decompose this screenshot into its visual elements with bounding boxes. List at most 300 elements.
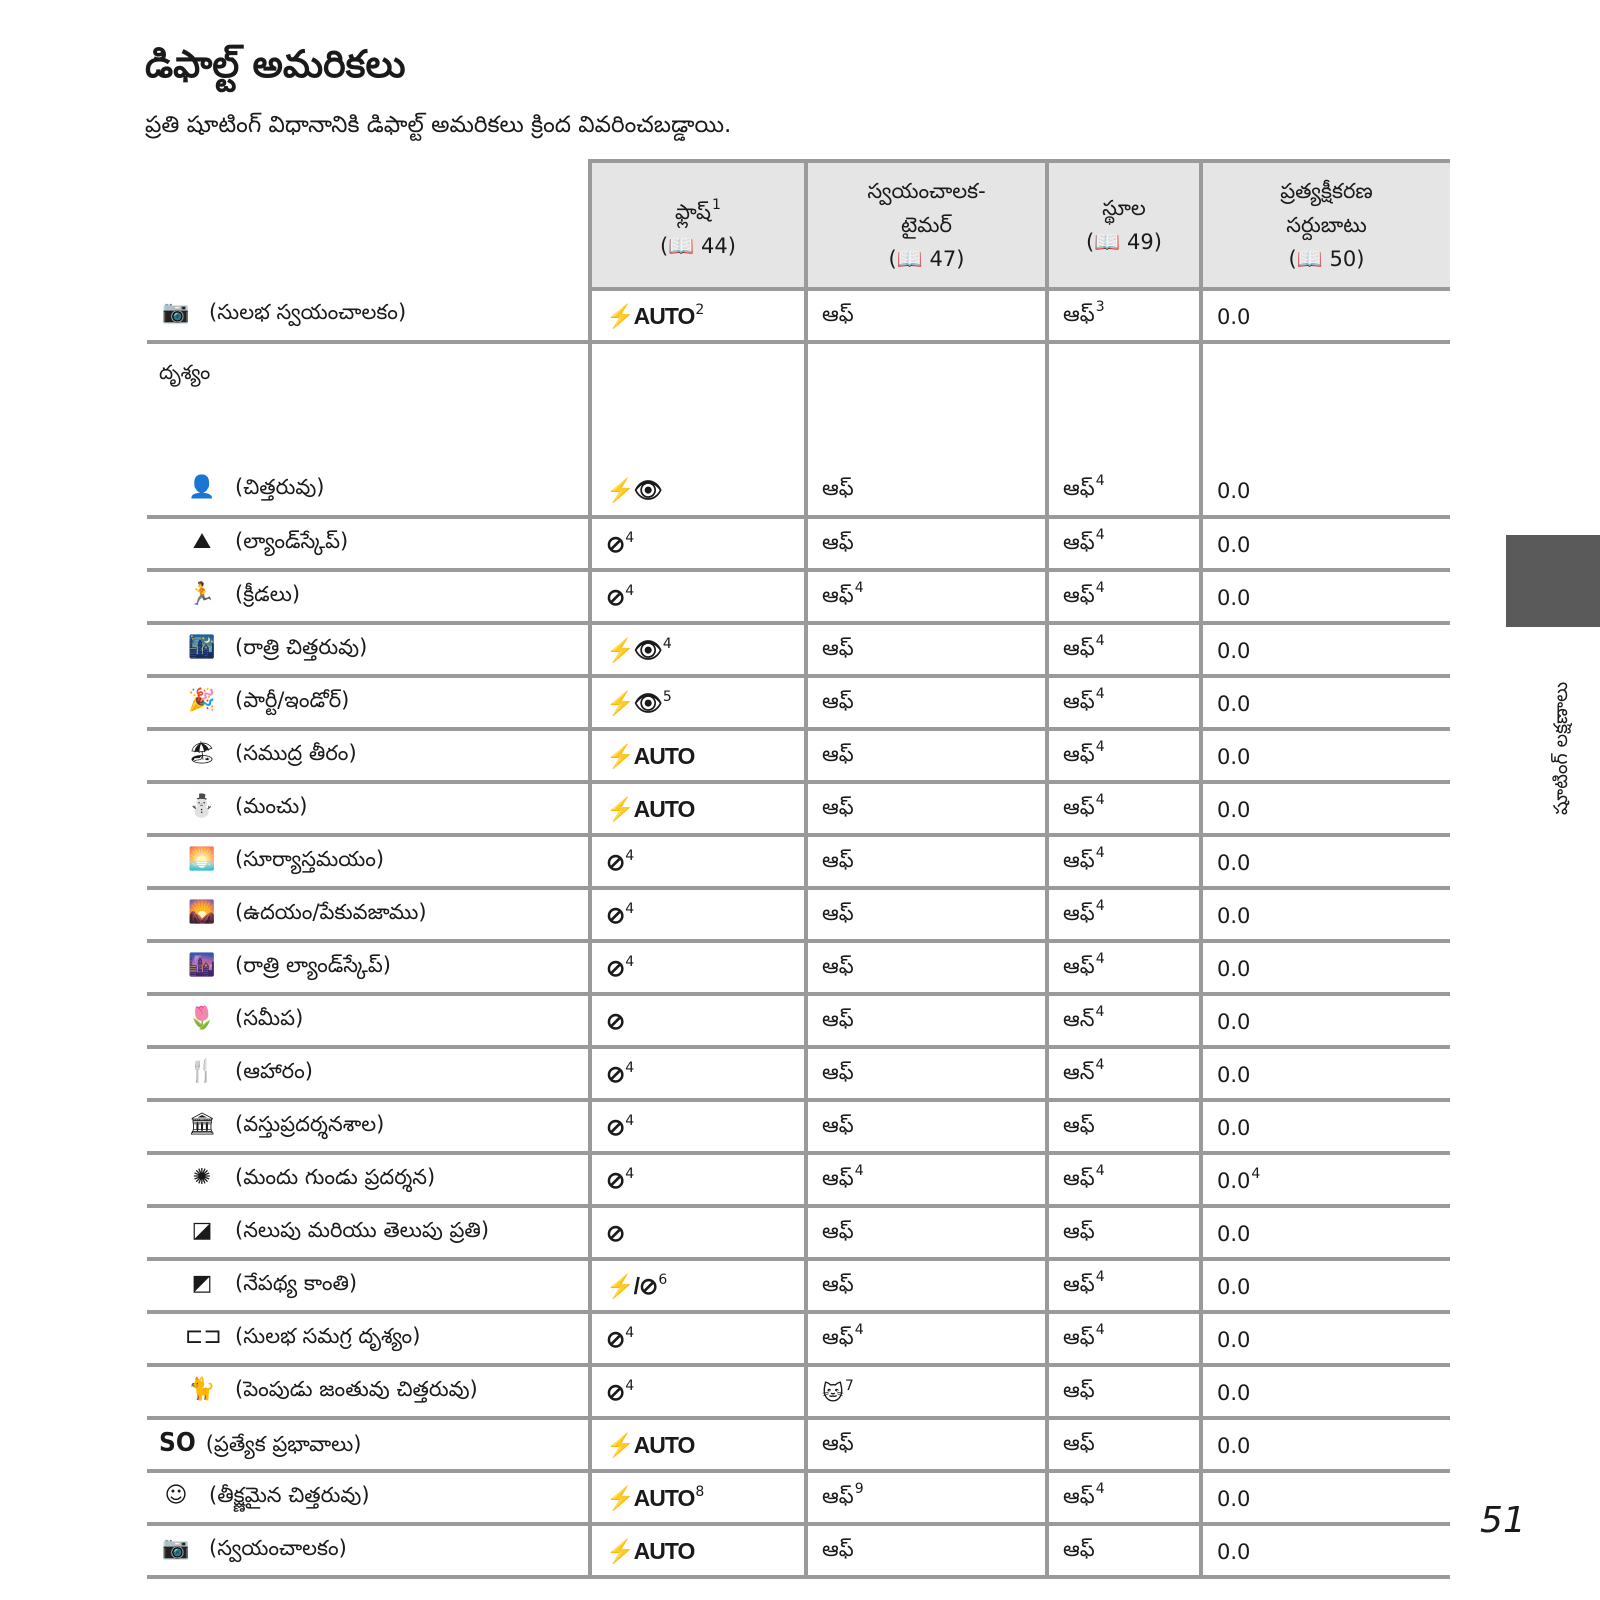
header-label-line2: టైమర్ — [901, 213, 952, 237]
exposure-cell-value: 0.0 — [1217, 745, 1251, 769]
footnote-marker: 8 — [695, 1483, 705, 1500]
flash-cell-value: ⚡AUTO — [606, 795, 695, 822]
footnote-marker: 4 — [1095, 898, 1105, 914]
footnote-marker: 4 — [1095, 527, 1105, 543]
footnote-marker: 4 — [1095, 580, 1105, 596]
flash-cell — [590, 994, 806, 1047]
table-row — [147, 1100, 1450, 1153]
backlighting-icon: ◩ — [191, 1270, 213, 1296]
exposure-cell-value: 0.0 — [1217, 1328, 1251, 1352]
self-timer-cell-value: ఆఫ్ — [822, 1166, 854, 1190]
flash-cell-value: ⊘ — [606, 1007, 625, 1034]
self-timer-cell — [806, 1259, 1047, 1312]
self-timer-cell — [806, 941, 1047, 994]
self-timer-cell — [806, 1312, 1047, 1365]
macro-cell — [1047, 1418, 1201, 1471]
table-row — [147, 1047, 1450, 1100]
header-label: ఫ్లాష్ — [675, 199, 712, 224]
footnote-marker: 2 — [695, 301, 705, 318]
macro-cell-value: ఆఫ్ — [1063, 689, 1095, 713]
footnote-marker: 4 — [625, 1059, 635, 1076]
macro-cell-value: ఆఫ్ — [1063, 636, 1095, 660]
exposure-cell-value: 0.0 — [1217, 904, 1251, 928]
table-row — [147, 289, 1450, 342]
exposure-cell-value: 0.0 — [1217, 479, 1251, 503]
shooting-mode-cell — [147, 1259, 590, 1312]
flash-cell-value: ⚡AUTO — [606, 1537, 695, 1564]
self-timer-cell — [806, 835, 1047, 888]
shooting-mode-label: (నలుపు మరియు తెలుపు ప్రతి) — [235, 1217, 490, 1242]
footnote-marker: 4 — [1095, 1057, 1105, 1073]
shooting-mode-cell — [147, 941, 590, 994]
sunset-icon: 🌅 — [188, 846, 216, 872]
macro-cell — [1047, 1312, 1201, 1365]
exposure-cell-value: 0.0 — [1217, 1275, 1251, 1299]
footnote-marker: 4 — [1095, 1004, 1105, 1020]
macro-cell — [1047, 1206, 1201, 1259]
empty-cell — [1047, 342, 1201, 464]
flash-cell — [590, 782, 806, 835]
footnote-marker: 4 — [625, 953, 635, 970]
shooting-mode-cell — [147, 1524, 590, 1577]
macro-cell — [1047, 1524, 1201, 1577]
flash-cell — [590, 676, 806, 729]
footnote-marker: 4 — [1095, 633, 1105, 649]
flash-cell — [590, 729, 806, 782]
macro-cell-value: ఆన్ — [1063, 1060, 1095, 1084]
self-timer-cell — [806, 1206, 1047, 1259]
exposure-cell — [1201, 994, 1450, 1047]
flash-cell — [590, 1047, 806, 1100]
macro-cell — [1047, 676, 1201, 729]
shooting-mode-cell — [147, 1471, 590, 1524]
exposure-cell-value: 0.0 — [1217, 1540, 1251, 1564]
exposure-cell — [1201, 1047, 1450, 1100]
macro-cell — [1047, 289, 1201, 342]
table-row — [147, 1206, 1450, 1259]
self-timer-cell-value: ఆఫ్ — [822, 530, 854, 554]
shooting-mode-label: (రాత్రి ల్యాండ్‌స్కేప్) — [235, 952, 391, 977]
beach-icon: 🏖 — [188, 740, 216, 766]
exposure-cell — [1201, 1206, 1450, 1259]
shooting-mode-cell — [147, 994, 590, 1047]
macro-cell — [1047, 1047, 1201, 1100]
exposure-cell — [1201, 1312, 1450, 1365]
self-timer-cell — [806, 1153, 1047, 1206]
macro-cell — [1047, 1153, 1201, 1206]
header-page-ref: (📖 49) — [1086, 230, 1162, 254]
flash-cell-value: ⊘ — [606, 1166, 625, 1193]
shooting-mode-label: (సూర్యాస్తమయం) — [235, 846, 385, 871]
table-row — [147, 1471, 1450, 1524]
self-timer-cell — [806, 1524, 1047, 1577]
self-timer-cell-value: ఆఫ్ — [822, 1325, 854, 1349]
black-white-copy-icon: ◪ — [191, 1217, 213, 1243]
shooting-mode-label: (ప్రత్యేక ప్రభావాలు) — [205, 1431, 362, 1456]
macro-cell — [1047, 782, 1201, 835]
shooting-mode-cell — [147, 1206, 590, 1259]
footnote-marker: 6 — [658, 1271, 668, 1288]
self-timer-cell-value: ఆఫ్ — [822, 636, 854, 660]
easy-panorama-icon: ⊏⊐ — [185, 1323, 222, 1349]
shooting-mode-label: (ఉదయం/పేకువజాము) — [235, 899, 427, 924]
flash-cell — [590, 1206, 806, 1259]
shooting-mode-label: (వస్తుప్రదర్శనశాల) — [235, 1111, 385, 1136]
table-header-row — [147, 161, 1450, 289]
exposure-cell — [1201, 464, 1450, 517]
macro-cell-value: ఆఫ్ — [1063, 742, 1095, 766]
flash-cell-value: ⊘ — [606, 1378, 625, 1405]
shooting-mode-cell — [147, 676, 590, 729]
night-portrait-icon: 🌃 — [188, 634, 216, 660]
exposure-cell — [1201, 888, 1450, 941]
table-row — [147, 464, 1450, 517]
footnote-marker: 4 — [854, 580, 864, 596]
macro-cell — [1047, 994, 1201, 1047]
shooting-mode-cell — [147, 888, 590, 941]
shooting-mode-label: (పార్టీ/ఇండోర్) — [235, 687, 350, 712]
footnote-marker: 4 — [1095, 739, 1105, 755]
scene-group-label: దృశ్యం — [159, 360, 211, 384]
food-icon: 🍴 — [188, 1058, 216, 1084]
flash-cell — [590, 517, 806, 570]
page-subtitle: ప్రతి షూటింగ్ విధానానికి డిఫాల్ట్ అమరికలు క్రింద వివరించబడ్డాయి. — [145, 112, 732, 138]
night-landscape-icon: 🌆 — [188, 952, 216, 978]
self-timer-cell — [806, 1047, 1047, 1100]
shooting-mode-cell — [147, 464, 590, 517]
footnote-marker: 4 — [1095, 1163, 1105, 1179]
macro-cell-value: ఆఫ్ — [1063, 901, 1095, 925]
header-page-ref: (📖 47) — [888, 247, 965, 271]
shooting-mode-label: (స్వయంచాలకం) — [209, 1535, 347, 1560]
shooting-mode-cell — [147, 729, 590, 782]
self-timer-cell-value: ఆఫ్ — [822, 848, 854, 872]
flash-cell-value: ⊘ — [606, 1060, 625, 1087]
macro-cell — [1047, 941, 1201, 994]
exposure-cell — [1201, 729, 1450, 782]
macro-cell — [1047, 1365, 1201, 1418]
footnote-marker: 4 — [625, 900, 635, 917]
self-timer-cell-value: ఆఫ్ — [822, 742, 854, 766]
special-effects-icon: SO — [159, 1427, 196, 1458]
shooting-mode-label: (సులభ స్వయంచాలకం) — [209, 299, 407, 324]
easy-auto-icon: 📷 — [162, 299, 190, 325]
exposure-cell-value: 0.0 — [1217, 586, 1251, 610]
self-timer-cell — [806, 676, 1047, 729]
exposure-cell-value: 0.0 — [1217, 1063, 1251, 1087]
header-self-timer — [806, 161, 1047, 289]
self-timer-cell — [806, 1418, 1047, 1471]
table-row — [147, 517, 1450, 570]
shooting-mode-label: (మందు గుండు ప్రదర్శన) — [235, 1164, 436, 1189]
shooting-mode-label: (ల్యాండ్‌స్కేప్) — [235, 528, 349, 553]
fireworks-icon: ✺ — [192, 1164, 212, 1190]
macro-cell — [1047, 623, 1201, 676]
footnote-marker: 4 — [854, 1322, 864, 1338]
shooting-mode-label: (తీక్ష్ణమైన చిత్తరువు) — [209, 1482, 370, 1507]
table-row — [147, 994, 1450, 1047]
macro-cell — [1047, 464, 1201, 517]
flash-cell — [590, 623, 806, 676]
self-timer-cell — [806, 1471, 1047, 1524]
table-row — [147, 1153, 1450, 1206]
flash-cell-value: ⚡/⊘ — [606, 1272, 658, 1299]
flash-cell — [590, 1100, 806, 1153]
self-timer-cell-value: ఆఫ్ — [822, 583, 854, 607]
shooting-mode-cell — [147, 1418, 590, 1471]
chapter-tab — [1506, 535, 1600, 627]
macro-cell-value: ఆఫ్ — [1063, 954, 1095, 978]
macro-cell — [1047, 570, 1201, 623]
macro-cell — [1047, 888, 1201, 941]
table-row — [147, 676, 1450, 729]
footnote-marker: 4 — [625, 1377, 635, 1394]
flash-cell — [590, 289, 806, 342]
footnote-marker: 4 — [625, 1324, 635, 1341]
shooting-mode-label: (రాత్రి చిత్తరువు) — [235, 634, 368, 659]
self-timer-cell-value: ఆఫ్ — [822, 1272, 854, 1296]
page-title: డిఫాల్ట్ అమరికలు — [145, 42, 406, 86]
flash-cell — [590, 1153, 806, 1206]
exposure-cell-value: 0.0 — [1217, 1222, 1251, 1246]
flash-cell — [590, 1524, 806, 1577]
footnote-marker: 4 — [1095, 845, 1105, 861]
macro-cell-value: ఆఫ్ — [1063, 795, 1095, 819]
exposure-cell — [1201, 1259, 1450, 1312]
exposure-cell — [1201, 1365, 1450, 1418]
shooting-mode-label: (నేపథ్య కాంతి) — [235, 1270, 358, 1295]
empty-cell — [806, 342, 1047, 464]
empty-cell — [1201, 342, 1450, 464]
table-row — [147, 1365, 1450, 1418]
table-row — [147, 729, 1450, 782]
flash-cell — [590, 1259, 806, 1312]
landscape-icon: ⛰ — [192, 528, 212, 554]
self-timer-cell — [806, 570, 1047, 623]
self-timer-cell — [806, 782, 1047, 835]
header-label: స్థూల — [1102, 196, 1146, 220]
macro-cell-value: ఆఫ్ — [1063, 583, 1095, 607]
flash-cell — [590, 888, 806, 941]
shooting-mode-label: (ఆహారం) — [235, 1058, 313, 1083]
footnote-marker: 4 — [625, 529, 635, 546]
self-timer-cell-value: ఆఫ్ — [822, 1219, 854, 1243]
snow-icon: ⛄ — [188, 793, 216, 819]
macro-cell — [1047, 517, 1201, 570]
self-timer-cell-value: 🐱 — [822, 1381, 844, 1405]
shooting-mode-cell — [147, 289, 590, 342]
shooting-mode-cell — [147, 1100, 590, 1153]
header-page-ref: (📖 50) — [1288, 247, 1365, 271]
exposure-cell-value: 0.0 — [1217, 1010, 1251, 1034]
flash-cell-value: ⊘ — [606, 848, 625, 875]
macro-cell — [1047, 729, 1201, 782]
shooting-mode-label: (సముద్ర తీరం) — [235, 740, 357, 765]
shooting-mode-cell — [147, 1047, 590, 1100]
pet-portrait-icon: 🐈 — [188, 1376, 216, 1402]
macro-cell-value: ఆఫ్ — [1063, 1166, 1095, 1190]
macro-cell — [1047, 835, 1201, 888]
self-timer-cell — [806, 623, 1047, 676]
table-row — [147, 941, 1450, 994]
macro-cell-value: ఆఫ్ — [1063, 1431, 1095, 1455]
smart-portrait-icon: ☺ — [164, 1482, 188, 1508]
self-timer-cell — [806, 464, 1047, 517]
header-macro — [1047, 161, 1201, 289]
auto-mode-icon: 📷 — [162, 1535, 190, 1561]
footnote-marker: 4 — [1095, 951, 1105, 967]
exposure-cell-value: 0.0 — [1217, 798, 1251, 822]
empty-cell — [590, 342, 806, 464]
footnote-marker: 7 — [844, 1378, 854, 1394]
shooting-mode-cell — [147, 782, 590, 835]
close-up-icon: 🌷 — [188, 1005, 216, 1031]
self-timer-cell-value: ఆఫ్ — [822, 901, 854, 925]
table-row — [147, 1524, 1450, 1577]
header-label: ప్రత్యక్షీకరణ — [1280, 179, 1373, 203]
footnote-marker: 4 — [1095, 686, 1105, 702]
flash-cell-value: ⊘ — [606, 1325, 625, 1352]
shooting-mode-cell — [147, 623, 590, 676]
flash-cell-value: ⚡👁 — [606, 476, 662, 503]
macro-cell-value: ఆఫ్ — [1063, 1113, 1095, 1137]
exposure-cell-value: 0.0 — [1217, 957, 1251, 981]
table-row — [147, 570, 1450, 623]
header-page-ref: (📖 44) — [660, 233, 736, 258]
shooting-mode-label: (పెంపుడు జంతువు చిత్తరువు) — [235, 1376, 478, 1401]
macro-cell-value: ఆఫ్ — [1063, 1537, 1095, 1561]
macro-cell — [1047, 1100, 1201, 1153]
exposure-cell-value: 0.0 — [1217, 692, 1251, 716]
sports-icon: 🏃 — [188, 581, 216, 607]
table-row — [147, 623, 1450, 676]
macro-cell-value: ఆఫ్ — [1063, 848, 1095, 872]
portrait-icon: 👤 — [188, 474, 216, 500]
default-settings-table — [147, 159, 1450, 1579]
flash-cell-value: ⚡AUTO — [606, 302, 695, 329]
shooting-mode-label: (మంచు) — [235, 793, 308, 818]
header-exposure — [1201, 161, 1450, 289]
macro-cell-value: ఆఫ్ — [1063, 1378, 1095, 1402]
header-label-line2: సర్దుబాటు — [1286, 213, 1367, 237]
self-timer-cell-value: ఆఫ్ — [822, 1431, 854, 1455]
macro-cell-value: ఆఫ్ — [1063, 476, 1095, 500]
footnote-marker: 4 — [1095, 1481, 1105, 1497]
flash-cell — [590, 570, 806, 623]
footnote-marker: 4 — [1095, 1269, 1105, 1285]
footnote-marker: 4 — [625, 1165, 635, 1182]
self-timer-cell — [806, 289, 1047, 342]
exposure-cell-value: 0.0 — [1217, 1169, 1251, 1193]
exposure-cell — [1201, 782, 1450, 835]
flash-cell-value: ⚡👁 — [606, 689, 662, 716]
flash-cell-value: ⊘ — [606, 954, 625, 981]
self-timer-cell-value: ఆఫ్ — [822, 1537, 854, 1561]
macro-cell-value: ఆఫ్ — [1063, 1272, 1095, 1296]
flash-cell — [590, 1471, 806, 1524]
header-corner — [147, 161, 590, 289]
exposure-cell — [1201, 623, 1450, 676]
macro-cell-value: ఆఫ్ — [1063, 1325, 1095, 1349]
exposure-cell — [1201, 570, 1450, 623]
macro-cell — [1047, 1259, 1201, 1312]
exposure-cell — [1201, 835, 1450, 888]
dusk-dawn-icon: 🌄 — [188, 899, 216, 925]
page-number: 51 — [1480, 1500, 1526, 1541]
table-row — [147, 888, 1450, 941]
footnote-marker: 5 — [662, 688, 672, 705]
header-footnote: 1 — [712, 196, 721, 213]
self-timer-cell-value: ఆఫ్ — [822, 1060, 854, 1084]
footnote-marker: 4 — [625, 582, 635, 599]
footnote-marker: 9 — [854, 1481, 864, 1497]
footnote-marker: 4 — [1251, 1166, 1261, 1182]
table-row — [147, 782, 1450, 835]
exposure-cell-value: 0.0 — [1217, 1434, 1251, 1458]
self-timer-cell-value: ఆఫ్ — [822, 1007, 854, 1031]
museum-icon: 🏛 — [188, 1111, 216, 1137]
flash-cell — [590, 835, 806, 888]
self-timer-cell-value: ఆఫ్ — [822, 795, 854, 819]
shooting-mode-cell — [147, 517, 590, 570]
exposure-cell — [1201, 676, 1450, 729]
exposure-cell-value: 0.0 — [1217, 639, 1251, 663]
exposure-cell — [1201, 1153, 1450, 1206]
footnote-marker: 4 — [625, 1112, 635, 1129]
exposure-cell — [1201, 289, 1450, 342]
exposure-cell — [1201, 1524, 1450, 1577]
footnote-marker: 4 — [662, 635, 672, 652]
exposure-cell — [1201, 941, 1450, 994]
macro-cell-value: ఆఫ్ — [1063, 1484, 1095, 1508]
header-flash — [590, 161, 806, 289]
table-row — [147, 1312, 1450, 1365]
macro-cell-value: ఆఫ్ — [1063, 302, 1095, 326]
flash-cell-value: ⊘ — [606, 583, 625, 610]
table-row — [147, 1418, 1450, 1471]
shooting-mode-cell — [147, 1312, 590, 1365]
exposure-cell — [1201, 1100, 1450, 1153]
exposure-cell-value: 0.0 — [1217, 851, 1251, 875]
shooting-mode-label: (క్రీడలు) — [235, 581, 301, 606]
self-timer-cell — [806, 1365, 1047, 1418]
table-row — [147, 1259, 1450, 1312]
flash-cell-value: ⚡AUTO — [606, 1431, 695, 1458]
footnote-marker: 4 — [625, 847, 635, 864]
exposure-cell-value: 0.0 — [1217, 305, 1251, 329]
table-body — [147, 289, 1450, 1577]
flash-cell-value: ⚡AUTO — [606, 1484, 695, 1511]
flash-cell-value: ⊘ — [606, 530, 625, 557]
self-timer-cell — [806, 994, 1047, 1047]
self-timer-cell-value: ఆఫ్ — [822, 302, 854, 326]
flash-cell — [590, 941, 806, 994]
exposure-cell — [1201, 1418, 1450, 1471]
scene-group-row — [147, 342, 1450, 464]
macro-cell-value: ఆన్ — [1063, 1007, 1095, 1031]
self-timer-cell-value: ఆఫ్ — [822, 954, 854, 978]
chapter-label: షూటింగ్ లక్షణాలు — [1550, 681, 1572, 815]
flash-cell-value: ⚡👁 — [606, 636, 662, 663]
footnote-marker: 4 — [854, 1163, 864, 1179]
macro-cell-value: ఆఫ్ — [1063, 530, 1095, 554]
flash-cell — [590, 1418, 806, 1471]
exposure-cell — [1201, 1471, 1450, 1524]
macro-cell-value: ఆఫ్ — [1063, 1219, 1095, 1243]
flash-cell — [590, 1365, 806, 1418]
exposure-cell-value: 0.0 — [1217, 1381, 1251, 1405]
exposure-cell-value: 0.0 — [1217, 1487, 1251, 1511]
